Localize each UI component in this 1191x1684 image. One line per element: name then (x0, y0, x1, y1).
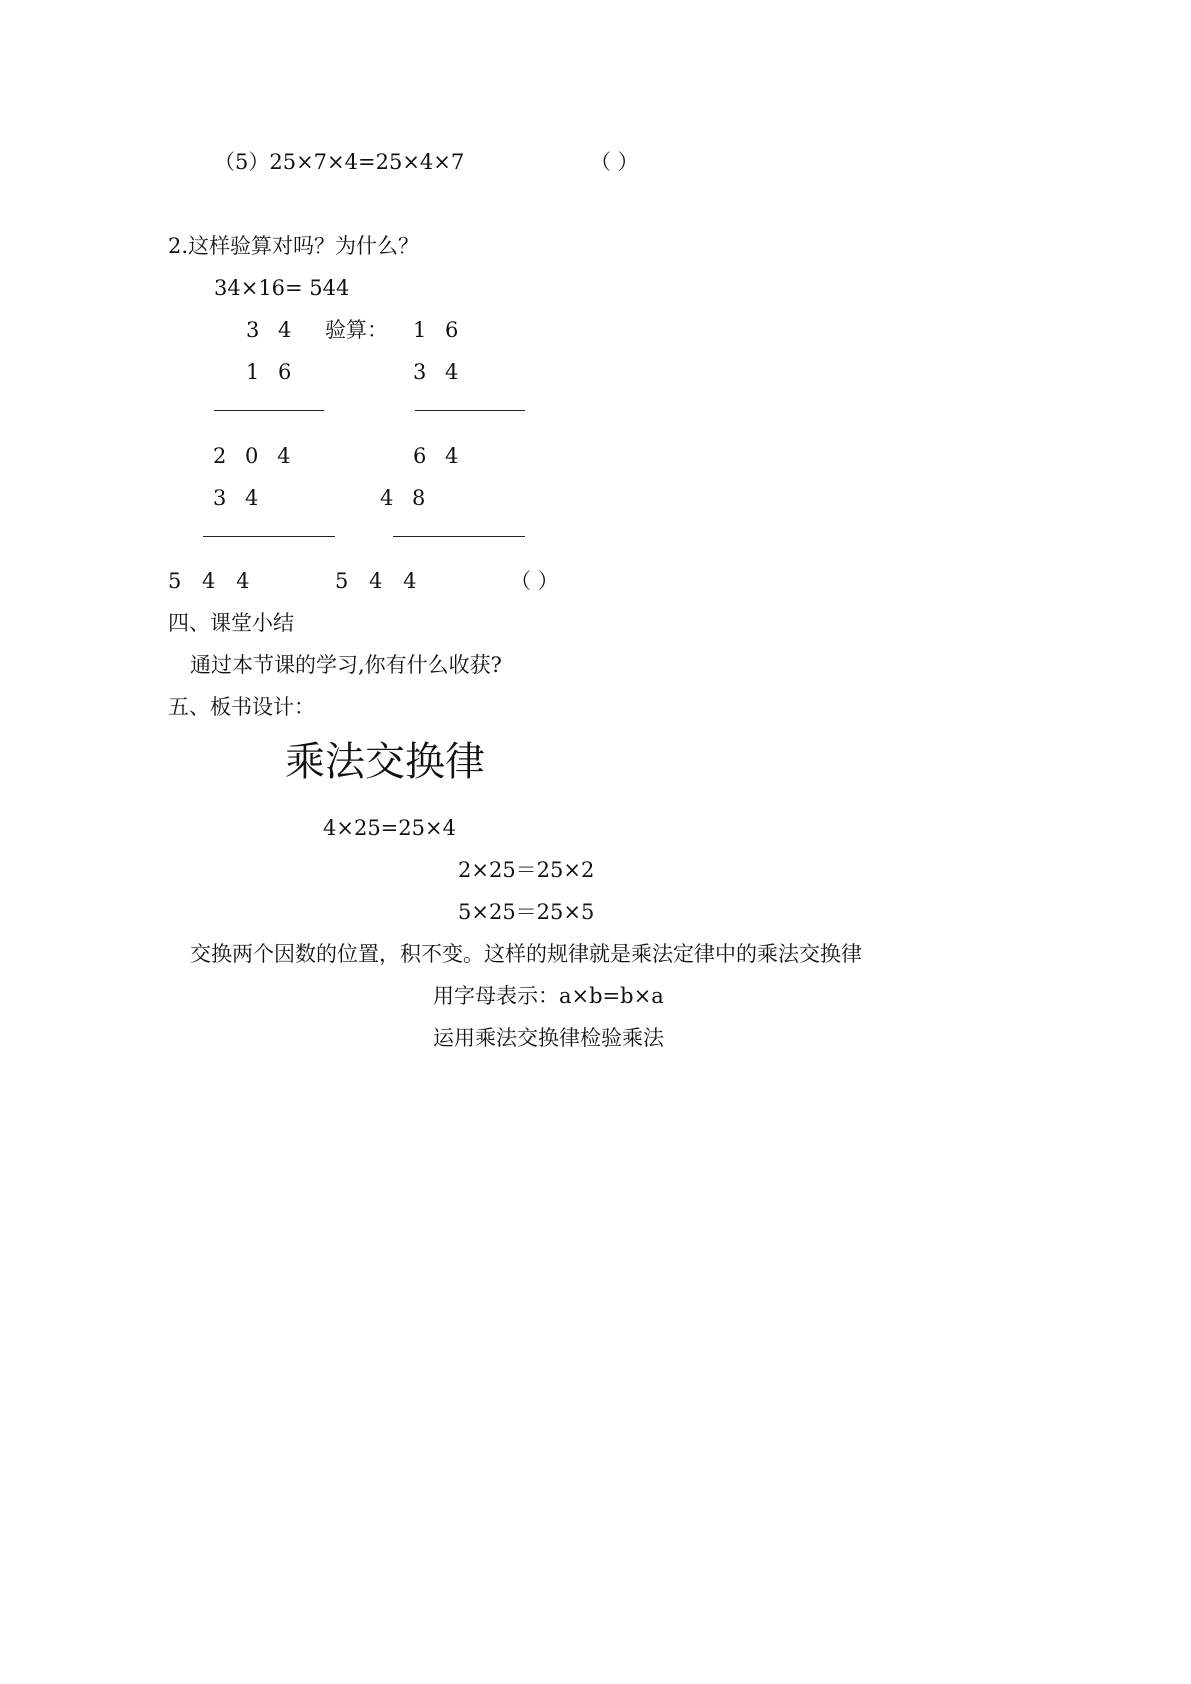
board-title: 乘法交换律 (285, 739, 485, 785)
question-2-title: 2.这样验算对吗？为什么？ (168, 234, 420, 258)
left-result: 5 4 4 (168, 569, 250, 593)
board-letter-formula: 用字母表示：a×b=b×a (433, 984, 664, 1008)
board-equation-2: 2×25＝25×2 (458, 858, 595, 882)
section-5-heading: 五、板书设计： (168, 695, 315, 719)
question-5-text: （5）25×7×4=25×4×7 (214, 150, 465, 174)
section-4-heading: 四、课堂小结 (168, 611, 294, 635)
left-divider-line-2 (203, 536, 335, 537)
question-5-answer-bracket: （ ） (590, 150, 639, 174)
question-2-equation: 34×16= 544 (214, 276, 350, 300)
left-divider-line-1 (214, 410, 324, 411)
right-divider-line-1 (415, 410, 525, 411)
right-multiplier: 3 4 (413, 360, 459, 384)
board-equation-3: 5×25＝25×5 (458, 900, 595, 924)
left-multiplier: 1 6 (246, 360, 292, 384)
check-label: 验算： (325, 318, 388, 342)
board-equation-1: 4×25=25×4 (323, 816, 456, 840)
right-divider-line-2 (393, 536, 525, 537)
question-2-answer-bracket: （ ） (510, 569, 559, 593)
section-4-text: 通过本节课的学习,你有什么收获? (190, 653, 502, 677)
board-usage-text: 运用乘法交换律检验乘法 (433, 1026, 664, 1050)
left-partial-product-2: 3 4 (213, 486, 259, 510)
left-partial-product-1: 2 0 4 (213, 444, 291, 468)
right-result: 5 4 4 (335, 569, 417, 593)
right-multiplicand: 1 6 (413, 318, 459, 342)
right-partial-product-2: 4 8 (380, 486, 426, 510)
board-rule-text: 交换两个因数的位置，积不变。这样的规律就是乘法定律中的乘法交换律 (190, 942, 862, 966)
right-partial-product-1: 6 4 (413, 444, 459, 468)
left-multiplicand: 3 4 (246, 318, 292, 342)
